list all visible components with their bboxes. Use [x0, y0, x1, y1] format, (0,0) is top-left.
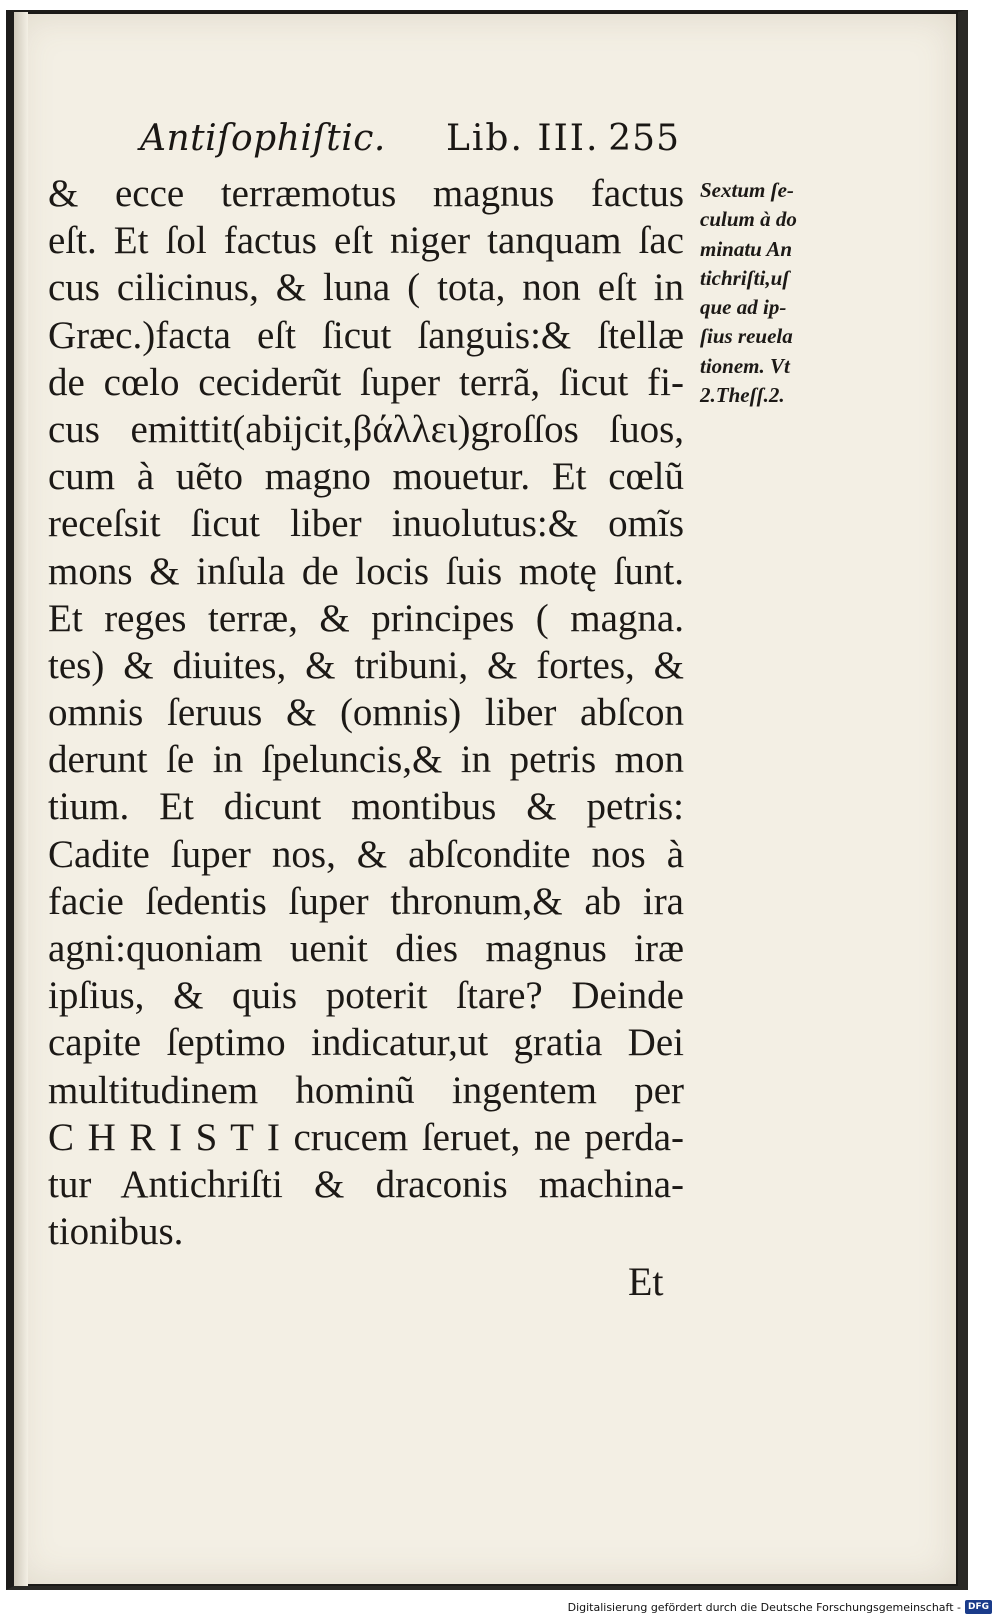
margin-note-line: que ad ip-	[700, 295, 787, 320]
body-line: agni:quoniam uenit dies magnus iræ	[48, 927, 684, 970]
body-line: de cœlo ceciderũt ſuper terrã, ſicut fi-	[48, 360, 684, 404]
digitization-footer	[568, 1598, 992, 1616]
body-line: Cadite ſuper nos, & abſcondite nos à	[48, 832, 684, 876]
body-line: multitudinem hominũ ingentem per	[48, 1068, 684, 1112]
body-line: omnis ſeruus & (omnis) liber abſcon	[48, 691, 684, 735]
body-line: facie ſedentis ſuper thronum,& ab ira	[48, 879, 684, 923]
body-line: Græc.)facta eſt ſicut ſanguis:& ſtellæ	[48, 313, 684, 357]
margin-note-line: minatu An	[700, 236, 793, 261]
body-line: tes) & diuites, & tribuni, & fortes, &	[48, 643, 684, 687]
body-line: & ecce terræmotus magnus factus	[48, 172, 684, 215]
body-line: eſt. Et ſol factus eſt niger tanquam ſac	[48, 219, 684, 263]
running-book-number: Lib. III.	[446, 118, 600, 159]
body-line: mons & inſula de locis ſuis motę ſunt.	[48, 549, 684, 593]
margin-note-line: tichriſti,uſ	[700, 265, 790, 290]
body-line: Et reges terræ, & principes ( magna.	[48, 596, 684, 640]
body-line: capite ſeptimo indicatur,ut gratia Dei	[48, 1021, 684, 1065]
body-line: tionibus.	[48, 1210, 184, 1254]
running-head	[140, 118, 680, 168]
body-line: derunt ſe in ſpeluncis,& in petris mon	[48, 738, 684, 782]
dfg-logo: DFG	[965, 1600, 992, 1614]
page-number: 255	[608, 118, 680, 159]
margin-note-line: ſius reuela	[700, 324, 793, 349]
margin-note-line: Sextum ſe-	[700, 178, 794, 202]
footer-text: Digitalisierung gefördert durch die Deutsche Forschungsgemeinschaft -	[567, 1600, 961, 1614]
body-line: cus emittit(abijcit,βάλλει)groſſos ſuos,	[48, 407, 684, 451]
body-line: cus cilicinus, & luna ( tota, non eſt in	[48, 266, 684, 310]
body-line: ipſius, & quis poterit ſtare? Deinde	[48, 974, 684, 1018]
body-line: receſsit ſicut liber inuolutus:& omĩs	[48, 502, 684, 546]
body-line: tium. Et dicunt montibus & petris:	[48, 785, 684, 829]
body-line: tur Antichriſti & draconis machina-	[48, 1162, 684, 1206]
margin-note	[700, 176, 840, 410]
margin-note-line: 2.Theſſ.2.	[700, 383, 785, 408]
body-text	[48, 170, 684, 1255]
page-gutter-shadow	[14, 12, 28, 1586]
margin-note-line: culum à do	[700, 207, 797, 232]
margin-note-line: tionem. Vt	[700, 353, 790, 378]
running-title: Antiſophiſtic.	[140, 118, 386, 159]
catchword: Et	[628, 1259, 664, 1304]
body-line: cum à uẽto magno mouetur. Et cœlũ	[48, 455, 684, 499]
body-line: C H R I S T I crucem ſeruet, ne perda-	[48, 1115, 684, 1159]
